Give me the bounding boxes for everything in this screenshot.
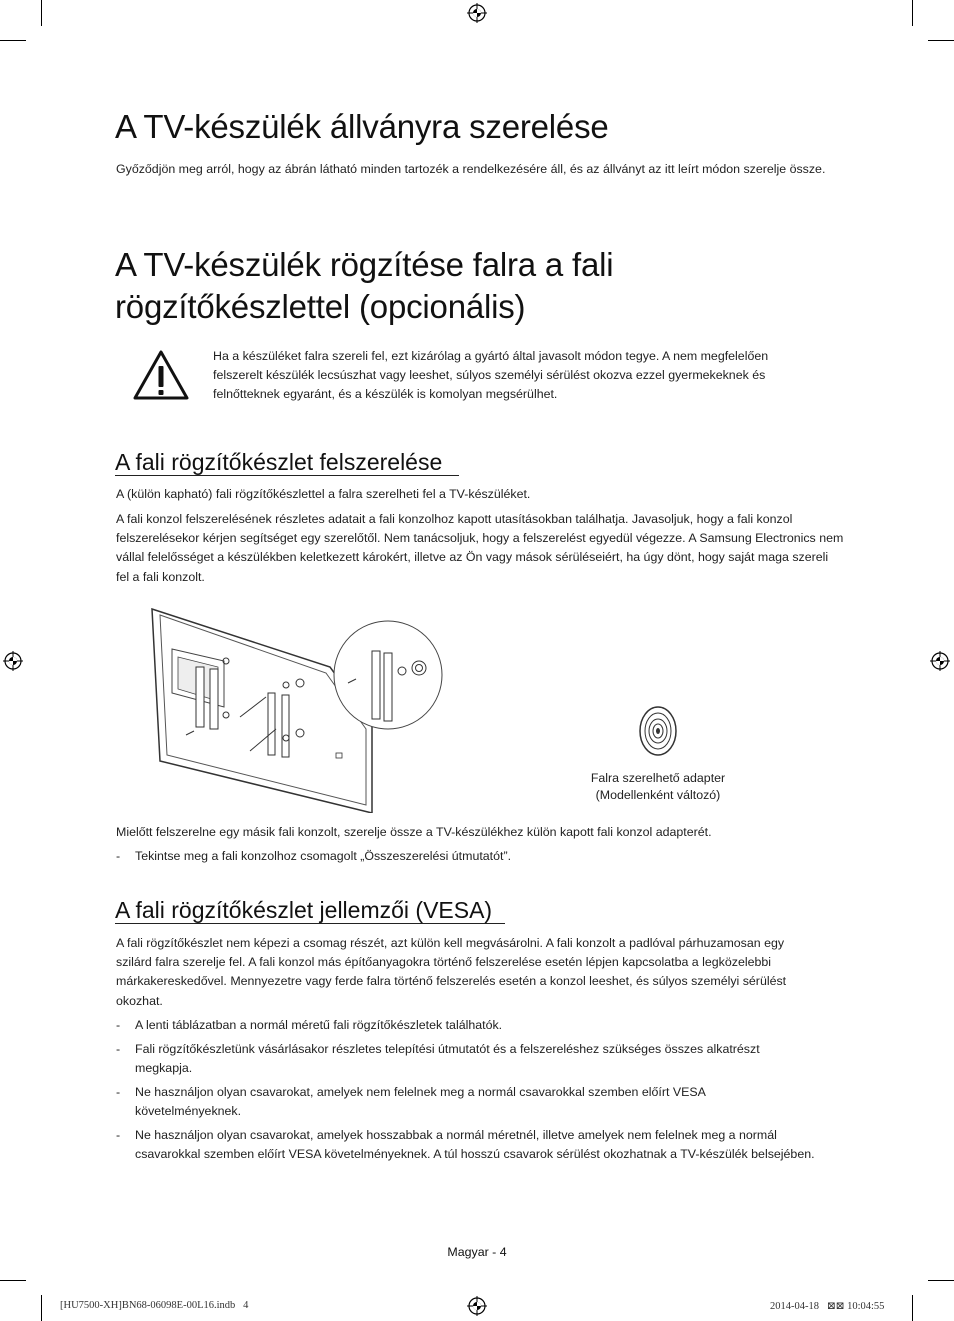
crop-mark-bottom-left-v — [41, 1295, 42, 1321]
adapter-caption-line1: Falra szerelhető adapter — [590, 771, 726, 785]
page-number: Magyar - 4 — [447, 1245, 507, 1259]
crop-mark-bottom-right-h — [928, 1280, 954, 1281]
bullet-dash: - — [116, 849, 121, 863]
bullet-dash: - — [116, 1042, 121, 1056]
adapter-caption-line2: (Modellenként változó) — [595, 788, 721, 802]
print-slug-right: 2014-04-18 ⊠⊠ 10:04:55 — [770, 1301, 885, 1312]
crop-mark-bottom-right-v — [912, 1295, 913, 1321]
list-item — [116, 1126, 828, 1164]
section-title-wall-mount-line2: rögzítőkészlettel (opcionális) — [115, 288, 526, 325]
section-title-install-kit: A fali rögzítőkészlet felszerelése — [115, 449, 443, 475]
list-item — [116, 1040, 796, 1078]
list-item — [116, 1083, 756, 1121]
print-slug-left: [HU7500-XH]BN68-06098E-00L16.indb 4 — [60, 1300, 249, 1311]
list-item-text: Fali rögzítőkészletünk vásárlásakor részletes telepítési útmutatót és a felszereléshez szükséges összes alkatrészt megkapja. — [135, 1042, 760, 1076]
registration-mark-icon — [467, 1296, 487, 1316]
list-item-text: A lenti táblázatban a normál méretű fali rögzítőkészletek találhatók. — [135, 1018, 503, 1032]
install-kit-para3: Mielőtt felszerelne egy másik fali konzolt, szerelje össze a TV-készülékhez külön kapott fali konzol adapterét. — [116, 825, 712, 839]
list-item — [116, 847, 836, 866]
install-kit-para2: A fali konzol felszerelésének részletes adatait a fali konzolhoz kapott utasításokban találhatja. Javasoljuk, hogy a fali konzol felszerelésekor kérjen segítséget egy szerelőtől. Nem tanácsoljuk, hogy a felszerelést egyedül végezze. A Samsung Electronics nem vállal felelősséget a készülékben keletkezett károkért, illetve az Ön vagy mások sérüléseiért, ha úgy dönt, hogy saját maga szereli fel a fali konzolt. — [116, 512, 844, 584]
adapter-caption — [568, 770, 748, 804]
list-item-text: Ne használjon olyan csavarokat, amelyek nem felelnek meg a normál csavarokkal szemben előírt VESA követelményeknek. — [135, 1085, 706, 1119]
section-title-vesa: A fali rögzítőkészlet jellemzői (VESA) — [115, 897, 493, 923]
section-underline — [115, 923, 505, 924]
crop-mark-top-left-v — [41, 0, 42, 26]
list-item — [116, 1016, 836, 1035]
section-title-stand: A TV-készülék állványra szerelése — [115, 108, 609, 145]
warning-triangle-icon — [132, 349, 190, 401]
bullet-dash: - — [116, 1128, 121, 1142]
registration-mark-icon — [467, 3, 487, 23]
install-kit-para1: A (külön kapható) fali rögzítőkészlettel a falra szerelheti fel a TV-készüléket. — [116, 487, 531, 501]
wall-mount-adapter-icon — [638, 705, 678, 757]
wall-mount-illustration — [140, 605, 450, 813]
vesa-para1: A fali rögzítőkészlet nem képezi a csomag részét, azt külön kell megvásárolni. A fali konzolt a padlóval párhuzamosan egy szilárd falra szerelje fel. A fali konzol más építőanyagokra történő felszerelése esetén lépjen kapcsolatba a legközelebbi márkakereskedővel. Mennyezetre vagy ferde falra történő felszerelés esetén a konzol leeshet, és súlyos személyi sérülést okozhat. — [116, 936, 787, 1008]
bullet-dash: - — [116, 1085, 121, 1099]
crop-mark-bottom-left-h — [0, 1280, 26, 1281]
crop-mark-top-left-h — [0, 40, 26, 41]
section-underline — [115, 475, 459, 476]
registration-mark-icon — [930, 651, 950, 671]
wall-mount-warning-text: Ha a készüléket falra szereli fel, ezt kizárólag a gyártó által javasolt módon tegye. A nem megfelelően felszerelt készülék lecsúszhat vagy leeshet, súlyos személyi sérülést okozva ezzel gyermekeknek és felnőtteknek egyaránt, és a készülék is komolyan megsérülhet. — [213, 349, 769, 402]
list-item-text: Ne használjon olyan csavarokat, amelyek hosszabbak a normál méretnél, illetve amelyek nem felelnek meg a normál csavarokkal szemben előírt VESA követelményeknek. A túl hosszú csavarok sérülést okozhatnak a TV-készülék belsejében. — [135, 1128, 815, 1162]
stand-intro-text: Győződjön meg arról, hogy az ábrán látható minden tartozék a rendelkezésére áll, és az állványt az itt leírt módon szerelje össze. — [116, 162, 826, 176]
bullet-dash: - — [116, 1018, 121, 1032]
list-item-text: Tekintse meg a fali konzolhoz csomagolt „Összeszerelési útmutatót”. — [135, 849, 512, 863]
registration-mark-icon — [3, 651, 23, 671]
section-title-wall-mount-line1: A TV-készülék rögzítése falra a fali — [115, 246, 614, 283]
crop-mark-top-right-h — [928, 40, 954, 41]
crop-mark-top-right-v — [912, 0, 913, 26]
